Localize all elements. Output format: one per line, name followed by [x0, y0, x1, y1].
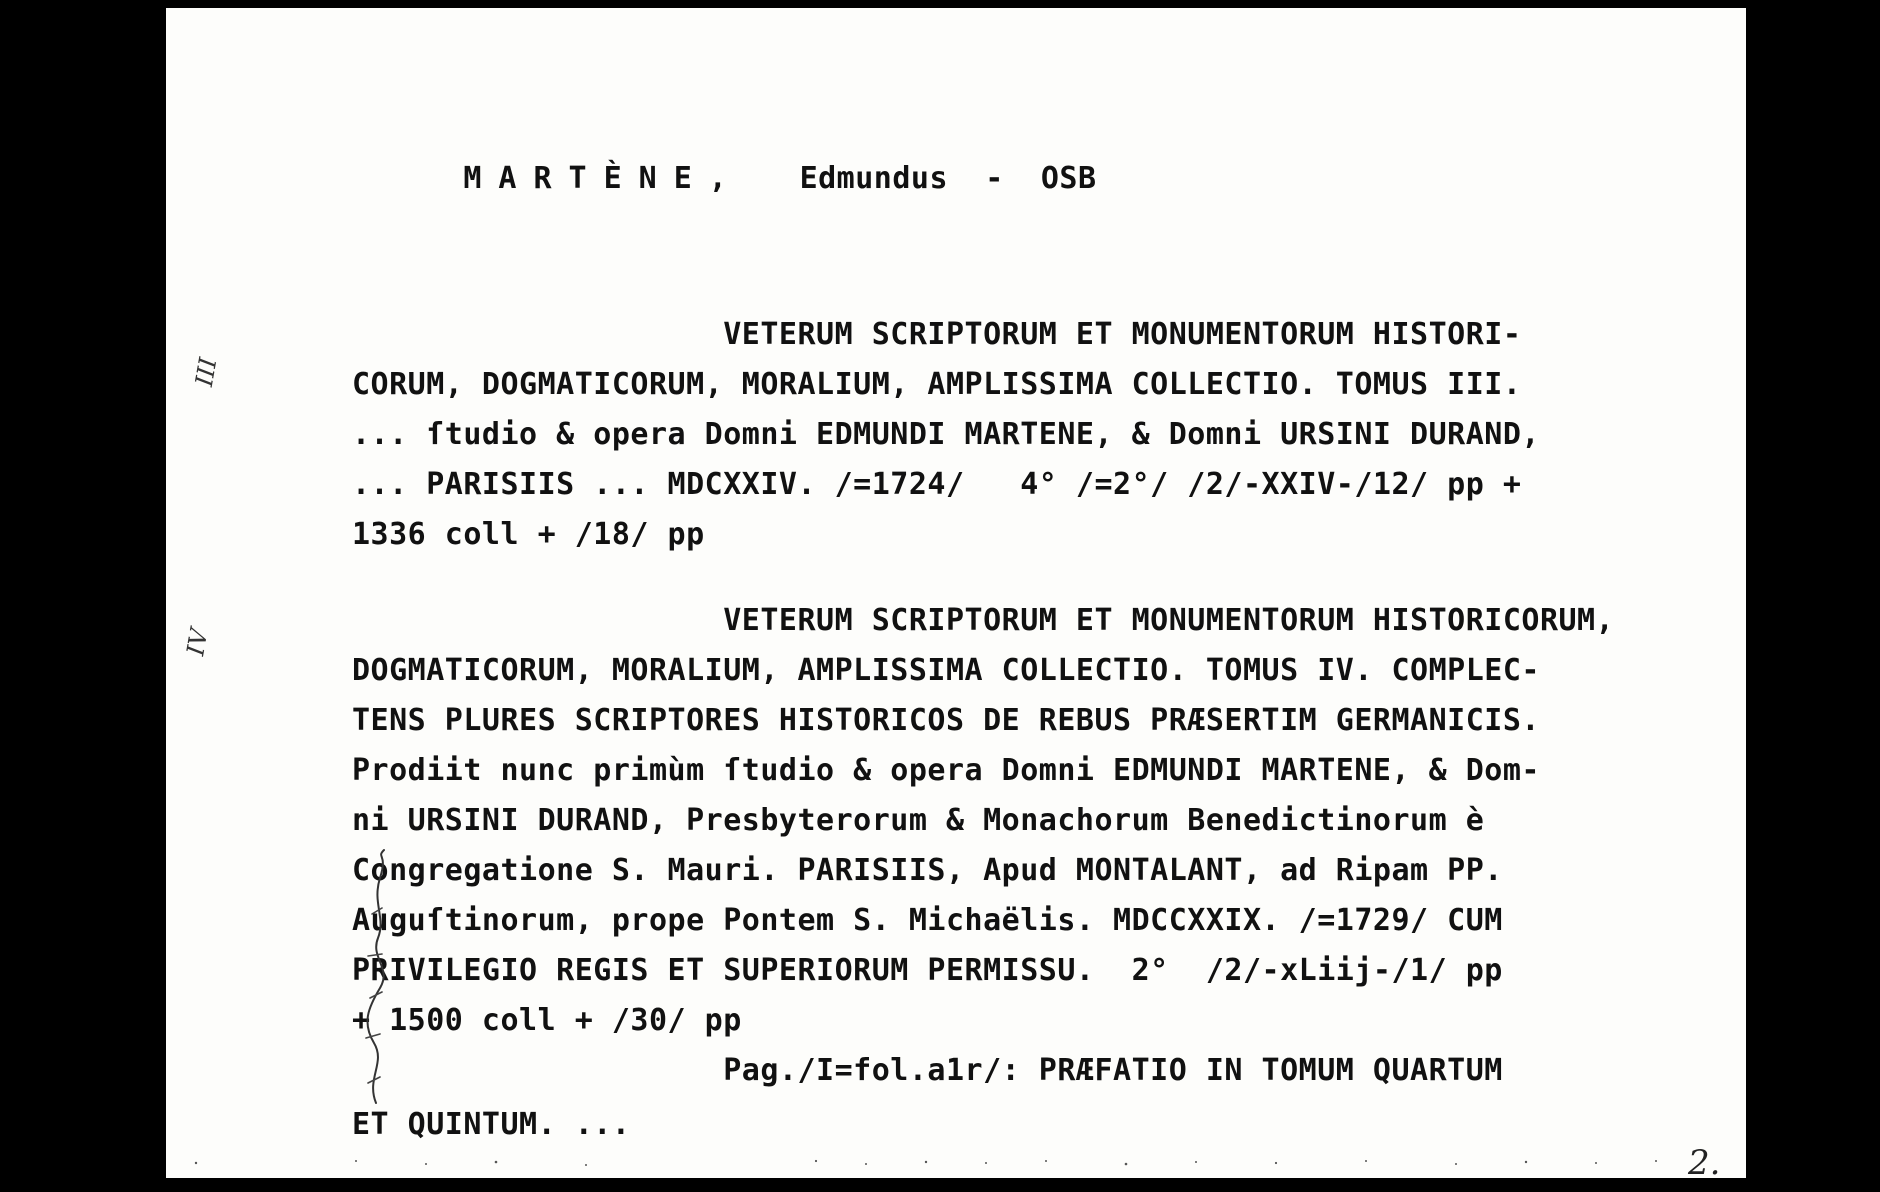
entry-line: Congregatione S. Mauri. PARISIIS, Apud MONTALANT, ad Ripam PP.	[352, 853, 1503, 888]
author-given-name: Edmundus	[799, 161, 949, 196]
entry-line: Auguſtinorum, prope Pontem S. Michaëlis. MDCCXXIX. /=1729/ CUM	[352, 903, 1503, 938]
margin-mark-volume-4: IV	[181, 626, 214, 658]
scan-noise	[166, 1156, 1746, 1170]
entry-line: ET QUINTUM. ...	[352, 1107, 631, 1142]
handwritten-margin-note	[346, 848, 406, 1108]
entry-line: ... PARISIIS ... MDCXXIV. /=1724/ 4° /=2°/ /2/-XXIV-/12/ pp +	[352, 467, 1522, 502]
entry-line: DOGMATICORUM, MORALIUM, AMPLISSIMA COLLECTIO. TOMUS IV. COMPLEC-	[352, 653, 1540, 688]
entry-line: Pag./I=fol.a1r/: PRÆFATIO IN TOMUM QUARTUM	[352, 1053, 1503, 1088]
entry-line: CORUM, DOGMATICORUM, MORALIUM, AMPLISSIMA COLLECTIO. TOMUS III.	[352, 367, 1522, 402]
religious-order: OSB	[1040, 161, 1097, 196]
margin-mark-volume-3: III	[189, 355, 223, 389]
scan-border-right	[1746, 0, 1880, 1192]
entry-line: TENS PLURES SCRIPTORES HISTORICOS DE REBUS PRÆSERTIM GERMANICIS.	[352, 703, 1540, 738]
entry-line: VETERUM SCRIPTORUM ET MONUMENTORUM HISTORI-	[352, 317, 1522, 352]
entry-line: 1336 coll + /18/ pp	[352, 517, 705, 552]
card-page-number: 2.	[1688, 1143, 1721, 1178]
card-heading	[352, 134, 1097, 224]
heading-dash: -	[985, 161, 1004, 196]
catalog-card	[166, 8, 1746, 1178]
entry-line: ... ſtudio & opera Domni EDMUNDI MARTENE, & Domni URSINI DURAND,	[352, 417, 1540, 452]
entry-line: + 1500 coll + /30/ pp	[352, 1003, 742, 1038]
author-surname: MARTÈNE,	[463, 161, 744, 196]
entry-line: ni URSINI DURAND, Presbyterorum & Monachorum Benedictinorum è	[352, 803, 1485, 838]
entry-line: Prodiit nunc primùm ſtudio & opera Domni EDMUNDI MARTENE, & Dom-	[352, 753, 1540, 788]
entry-line: PRIVILEGIO REGIS ET SUPERIORUM PERMISSU. 2° /2/-xLiij-/1/ pp	[352, 953, 1503, 988]
entry-line: VETERUM SCRIPTORUM ET MONUMENTORUM HISTORICORUM,	[352, 603, 1615, 638]
